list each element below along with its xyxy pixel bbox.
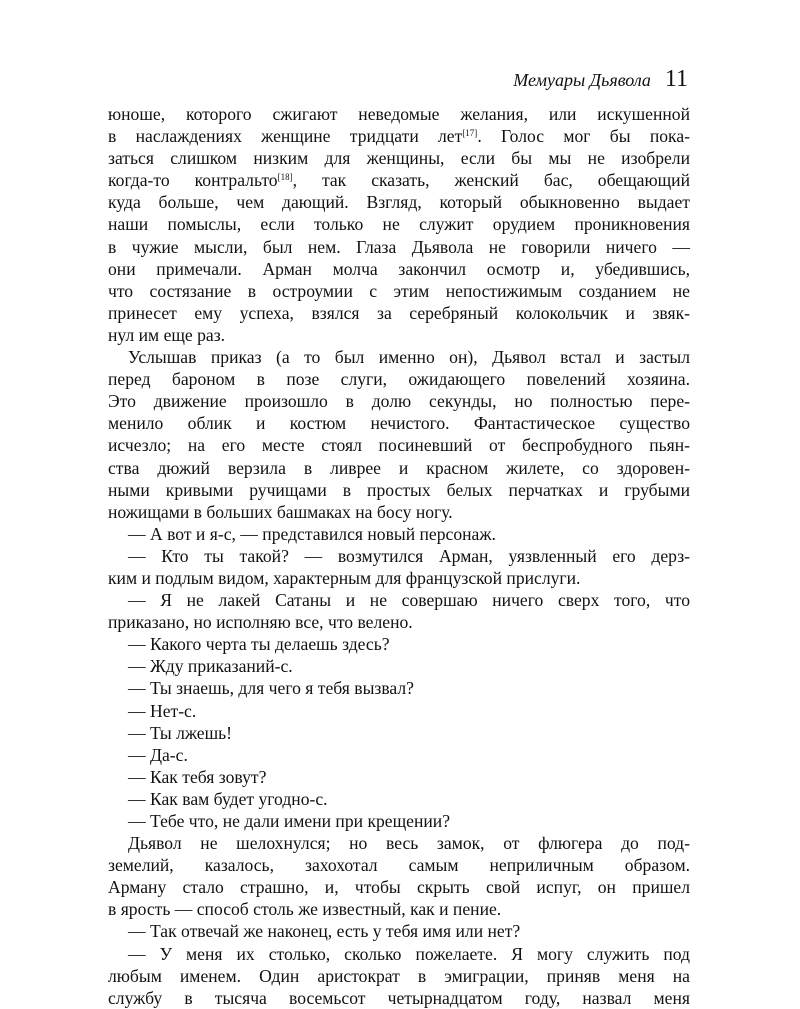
- dialogue-line: — Я не лакей Сатаны и не совершаю ничего сверх того, что: [128, 590, 690, 611]
- text-line: перед бароном в позе слуги, ожидающего повелений хозяина.: [108, 369, 690, 390]
- body-text: [108, 103, 690, 1009]
- dialogue-line: — Жду приказаний-с.: [128, 656, 293, 677]
- dialogue-line: — Кто ты такой? — возмутился Арман, уязвленный его дерз-: [128, 545, 690, 566]
- page-header: [108, 66, 688, 93]
- text-line: [108, 169, 690, 191]
- dialogue-line: — Как тебя зовут?: [128, 766, 267, 787]
- dialogue-line: — Как вам будет угодно-с.: [128, 788, 328, 809]
- page-number: 11: [664, 66, 688, 92]
- dialogue-line: — Ты лжешь!: [128, 722, 233, 743]
- text-line: ножищами в больших башмаках на босу ногу.: [108, 501, 453, 522]
- text-line: службу в тысяча восемьсот четырнадцатом году, назвал меня: [108, 987, 690, 1008]
- text-fragment: когда-то контральто: [108, 170, 278, 191]
- text-line: заться слишком низким для женщины, если бы мы не изобрели: [108, 148, 690, 169]
- text-fragment: в наслаждениях женщине тридцати лет: [108, 126, 463, 147]
- dialogue-line: — Какого черта ты делаешь здесь?: [128, 634, 390, 655]
- footnote-ref[interactable]: [17]: [462, 128, 478, 139]
- dialogue-line: — А вот и я-с, — представился новый персонаж.: [128, 523, 496, 544]
- text-line: менило облик и костюм нечистого. Фантастическое существо: [108, 413, 690, 434]
- text-line: исчезло; на его месте стоял посиневший от беспробудного пьян-: [108, 435, 690, 456]
- text-fragment: . Голос мог бы пока-: [477, 126, 690, 147]
- dialogue-line: — Тебе что, не дали имени при крещении?: [128, 811, 451, 831]
- dialogue-line: — У меня их столько, сколько пожелаете. Я могу служить под: [128, 943, 690, 964]
- text-line: приказано, но исполняю все, что велено.: [108, 612, 413, 633]
- text-line: Услышав приказ (а то был именно он), Дьявол встал и застыл: [128, 347, 690, 368]
- dialogue-line: — Да-с.: [128, 744, 188, 765]
- text-line: в ярость — способ столь же известный, как и пение.: [108, 899, 502, 920]
- text-line: нул им еще раз.: [108, 324, 226, 345]
- text-line: они примечали. Арман молча закончил осмотр и, убедившись,: [108, 258, 690, 279]
- footnote-ref[interactable]: [18]: [277, 172, 293, 183]
- text-line: юноше, которого сжигают неведомые желания, или искушенной: [108, 104, 690, 124]
- text-line: ства дюжий верзила в ливрее и красном жилете, со здоровен-: [108, 457, 690, 478]
- text-line: любым именем. Один аристократ в эмиграции, приняв меня на: [108, 965, 690, 986]
- text-line: принесет ему успеха, взялся за серебряный колокольчик и звяк-: [108, 302, 690, 323]
- dialogue-line: — Нет-с.: [128, 700, 197, 721]
- dialogue-line: — Так отвечай же наконец, есть у тебя имя или нет?: [128, 921, 521, 942]
- text-fragment: , так сказать, женский бас, обещающий: [292, 170, 690, 191]
- text-line: земелий, казалось, захохотал самым неприличным образом.: [108, 855, 690, 876]
- text-line: [108, 125, 690, 147]
- text-line: ким и подлым видом, характерным для французской прислуги.: [108, 567, 581, 588]
- text-line: что состязание в остроумии с этим непостижимым созданием не: [108, 280, 690, 301]
- text-line: наши помыслы, если только не служит орудием проникновения: [108, 214, 690, 235]
- running-title: Мемуары Дьявола: [513, 70, 651, 90]
- text-line: в чужие мысли, был нем. Глаза Дьявола не говорили ничего —: [108, 236, 690, 257]
- text-line: ными кривыми ручищами в простых белых перчатках и грубыми: [108, 479, 690, 500]
- dialogue-line: — Ты знаешь, для чего я тебя вызвал?: [128, 678, 414, 699]
- text-line: куда больше, чем дающий. Взгляд, который обыкновенно выдает: [108, 192, 690, 213]
- text-line: Это движение произошло в долю секунды, но полностью пере-: [108, 391, 690, 412]
- text-line: Дьявол не шелохнулся; но весь замок, от флюгера до под-: [128, 833, 690, 854]
- text-line: Арману стало страшно, и, чтобы скрыть свой испуг, он пришел: [108, 877, 690, 898]
